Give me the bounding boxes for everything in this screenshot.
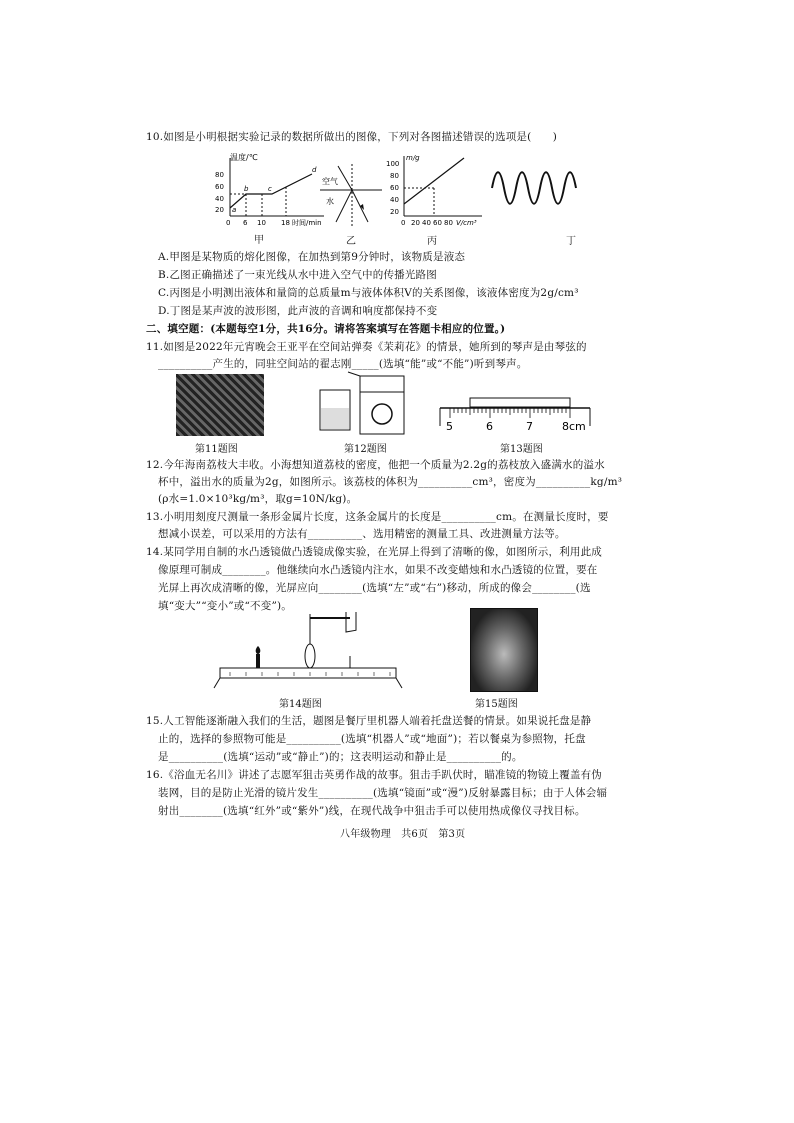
bing-xtick: 20	[411, 219, 420, 227]
yi-label-water: 水	[326, 197, 334, 206]
q16-line2: 装网，目的是防止光滑的镜片发生__________(选填“镜面”或“漫”)反射暴露目标；由于人体会辐	[158, 787, 608, 799]
q10-figure-bing	[386, 148, 486, 230]
q11-photo	[176, 374, 264, 436]
ruler-tick: 7	[526, 420, 533, 433]
q14-line2: 像原理可制成________。他继续向水凸透镜内注水，如果不改变蜡烛和水凸透镜的位置，要在	[158, 564, 598, 576]
q10-option-d: D.丁图是某声波的波形图，此声波的音调和响度都保持不变	[158, 305, 438, 317]
jia-ytick: 80	[215, 171, 224, 179]
q10-caption-ding: 丁	[566, 236, 576, 247]
bing-ytick: 80	[390, 172, 399, 180]
q12-line1: 12.今年海南荔枝大丰收。小海想知道荔枝的密度，他把一个质量为2.2g的荔枝放入盛满水的溢水	[146, 459, 605, 471]
q11-line1: 11.如图是2022年元宵晚会王亚平在空间站弹奏《茉莉花》的情景，她所到的琴声是由琴弦的	[146, 341, 587, 353]
jia-xtick: 0	[226, 219, 231, 227]
ruler-tick: 8cm	[562, 420, 586, 433]
q10-figure-jia	[212, 150, 330, 230]
q11-line2: __________产生的，同驻空间站的翟志刚_____(选填“能”或“不能”)听到琴声。	[158, 358, 528, 370]
q10-caption-bing: 丙	[427, 236, 437, 247]
q13-ruler	[436, 396, 596, 436]
q14-optical-bench	[210, 612, 406, 692]
jia-point-d: d	[312, 166, 317, 174]
bing-ylabel: m/g	[406, 154, 420, 162]
q15-line1: 15.人工智能逐渐融入我们的生活，题图是餐厅里机器人端着托盘送餐的情景。如果说托盘是静	[146, 715, 592, 727]
jia-xtick: 6	[243, 219, 248, 227]
jia-xtick: 10	[257, 219, 266, 227]
q10-caption-yi: 乙	[346, 236, 356, 247]
jia-ytick: 40	[215, 195, 224, 203]
q10-caption-jia: 甲	[254, 235, 264, 246]
jia-xtick: 18	[281, 219, 290, 227]
q12-caption: 第12题图	[344, 444, 387, 455]
q15-photo	[470, 608, 538, 692]
bing-ytick: 20	[390, 208, 399, 216]
bing-ytick: 40	[390, 196, 399, 204]
q16-line1: 16.《浴血无名川》讲述了志愿军狙击英勇作战的故事。狙击手趴伏时，瞄准镜的物镜上覆盖有伪	[146, 769, 602, 781]
q11-caption: 第11题图	[195, 444, 238, 455]
q10-figure-yi	[320, 160, 384, 232]
q12-figure	[312, 368, 408, 438]
bing-xtick: 60	[433, 219, 442, 227]
q14-line4: 填“变大”“变小”或“不变”)。	[158, 600, 293, 612]
bing-xlabel: V/cm³	[456, 219, 477, 227]
q15-line3: 是__________(选填“运动”或“静止”)的；这表明运动和静止是__________的。	[158, 751, 523, 763]
jia-ylabel: 温度/℃	[230, 153, 258, 162]
jia-point-c: c	[268, 185, 272, 193]
bing-xtick: 0	[401, 219, 406, 227]
q13-caption: 第13题图	[500, 444, 543, 455]
q10-figure-ding	[490, 165, 580, 211]
bing-ytick: 60	[390, 184, 399, 192]
jia-ytick: 20	[215, 206, 224, 214]
yi-label-air: 空气	[322, 177, 338, 186]
q10-option-a: A.甲图是某物质的熔化图像，在加热到第9分钟时，该物质是液态	[158, 251, 466, 263]
q12-line3: (ρ水=1.0×10³kg/m³，取g=10N/kg)。	[158, 493, 358, 505]
section-heading: 二、填空题：(本题每空1分，共16分。请将答案填写在答题卡相应的位置。)	[146, 323, 506, 335]
ruler-tick: 6	[486, 420, 493, 433]
q12-line2: 杯中，溢出水的质量为2g，如图所示。该荔枝的体积为__________cm³，密度为__________kg/m³	[158, 476, 623, 488]
q15-caption: 第15题图	[475, 699, 518, 710]
q14-line1: 14.某同学用自制的水凸透镜做凸透镜成像实验，在光屏上得到了清晰的像，如图所示，利用此成	[146, 546, 602, 558]
q10-stem: 10.如图是小明根据实验记录的数据所做出的图像，下列对各图描述错误的选项是( )	[146, 131, 558, 143]
q14-line3: 光屏上再次成清晰的像，光屏应向________(选填“左”或“右”)移动，所成的像会________(选	[158, 582, 591, 594]
q10-option-c: C.丙图是小明测出液体和量筒的总质量m与液体体积V的关系图像，该液体密度为2g/cm³	[158, 287, 579, 299]
jia-xlabel: 时间/min	[292, 219, 322, 227]
page-footer: 八年级物理 共6页 第3页	[340, 829, 466, 840]
q15-line2: 止的，选择的参照物可能是__________(选填“机器人”或“地面”)；若以餐桌为参照物，托盘	[158, 733, 586, 745]
q14-caption: 第14题图	[279, 699, 322, 710]
q16-line3: 射出________(选填“红外”或“紫外”)线，在现代战争中狙击手可以使用热成像仪寻找目标。	[158, 805, 586, 817]
jia-point-a: a	[232, 206, 237, 214]
ruler-tick: 5	[446, 420, 453, 433]
bing-xtick: 80	[444, 219, 453, 227]
jia-ytick: 60	[215, 183, 224, 191]
q13-line2: 想减小误差，可以采用的方法有__________、选用精密的测量工具、改进测量方法等。	[158, 528, 566, 540]
bing-ytick: 100	[386, 160, 400, 168]
jia-point-b: b	[244, 185, 249, 193]
bing-xtick: 40	[422, 219, 431, 227]
q10-option-b: B.乙图正确描述了一束光线从水中进入空气中的传播光路图	[158, 269, 437, 281]
q13-line1: 13.小明用刻度尺测量一条形金属片长度，这条金属片的长度是__________cm。在测量长度时，要	[146, 511, 609, 523]
